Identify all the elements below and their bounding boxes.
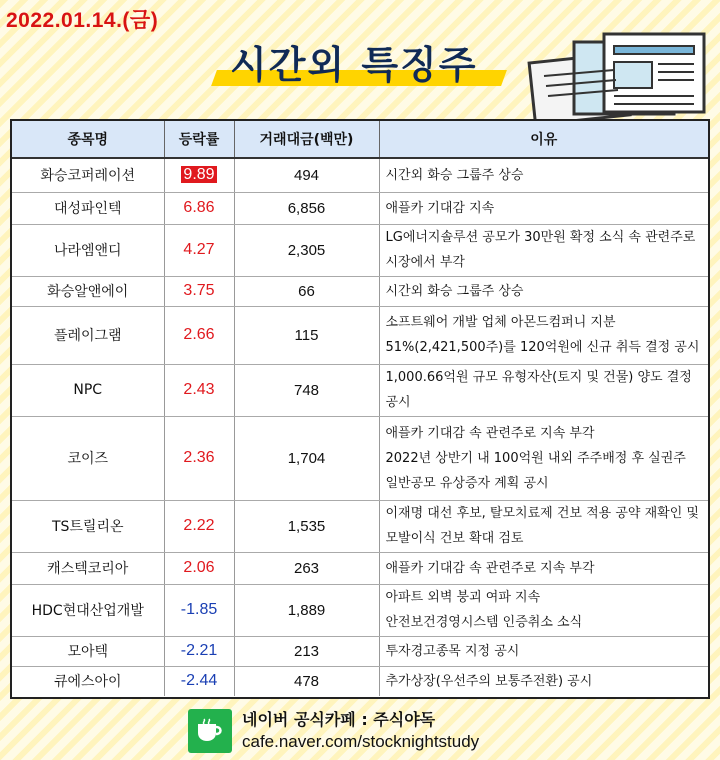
change-rate-value: 6.86 — [183, 199, 215, 216]
reason-line: 시장에서 부각 — [385, 255, 465, 270]
table-row — [12, 192, 708, 224]
stock-name: 화승알앤에이 — [12, 276, 164, 306]
stock-name: 나라엠앤디 — [12, 224, 164, 276]
reason-line: 안전보건경영시스템 인증취소 소식 — [385, 615, 583, 630]
reason-line: 시간외 화승 그룹주 상승 — [385, 167, 524, 183]
table-header-row — [12, 121, 708, 158]
stock-table — [12, 121, 708, 696]
reason-line: 공시 — [385, 395, 411, 410]
reason-line: 이재명 대선 후보, 탈모치료제 건보 적용 공약 재확인 및 — [385, 506, 699, 521]
change-rate-value: -2.44 — [180, 672, 218, 690]
change-rate — [164, 192, 234, 224]
reason-line: 아파트 외벽 붕괴 여파 지속 — [385, 590, 541, 605]
reason-line: 시간외 화승 그룹주 상승 — [385, 283, 524, 299]
table-row — [12, 666, 708, 696]
trading-amount: 1,889 — [234, 584, 379, 636]
change-rate — [164, 306, 234, 364]
reason-line: 소프트웨어 개발 업체 아몬드컴퍼니 지분 — [385, 315, 616, 330]
date-label: 2022.01.14.(금) — [6, 9, 159, 32]
stock-name: HDC현대산업개발 — [12, 584, 164, 636]
change-rate — [164, 500, 234, 552]
column-header-reason: 이유 — [379, 121, 708, 158]
change-rate — [164, 636, 234, 666]
reason-cell — [379, 500, 708, 552]
table-row — [12, 636, 708, 666]
reason-cell — [379, 306, 708, 364]
trading-amount: 213 — [234, 636, 379, 666]
reason-cell — [379, 364, 708, 416]
stock-name: 대성파인텍 — [12, 192, 164, 224]
change-rate-value: -2.21 — [180, 642, 218, 659]
table-row — [12, 224, 708, 276]
reason-cell — [379, 416, 708, 500]
stock-name: 캐스텍코리아 — [12, 552, 164, 584]
reason-cell — [379, 276, 708, 306]
change-rate-value: 2.36 — [183, 449, 215, 466]
coffee-cup-icon — [188, 709, 232, 753]
reason-cell — [379, 584, 708, 636]
change-rate-value: 2.66 — [183, 326, 215, 343]
reason-line: 애플카 기대감 속 관련주로 지속 부각 — [385, 425, 595, 441]
table-row — [12, 276, 708, 306]
stock-name: NPC — [12, 364, 164, 416]
stock-name: 큐에스아이 — [12, 666, 164, 696]
change-rate-value: 9.89 — [183, 166, 215, 184]
trading-amount: 2,305 — [234, 224, 379, 276]
reason-cell — [379, 636, 708, 666]
table-row — [12, 500, 708, 552]
reason-line: 애플카 기대감 속 관련주로 지속 부각 — [385, 560, 595, 576]
reason-line: 2022년 상반기 내 100억원 내외 주주배정 후 실권주 — [385, 450, 686, 466]
footer — [188, 708, 479, 754]
reason-line: 애플카 기대감 지속 — [385, 200, 495, 216]
reason-cell — [379, 158, 708, 192]
change-rate — [164, 666, 234, 696]
trading-amount: 748 — [234, 364, 379, 416]
page-title: 시간외 특징주 — [230, 43, 478, 87]
reason-cell — [379, 224, 708, 276]
trading-amount: 478 — [234, 666, 379, 696]
reason-line: 51%(2,421,500주)를 120억원에 신규 취득 결정 공시 — [385, 340, 700, 355]
table-row — [12, 364, 708, 416]
table-row — [12, 416, 708, 500]
stock-name: 코이즈 — [12, 416, 164, 500]
reason-cell — [379, 666, 708, 696]
change-rate — [164, 584, 234, 636]
table-row — [12, 552, 708, 584]
reason-line: 추가상장(우선주의 보통주전환) 공시 — [385, 673, 593, 689]
stock-name: 플레이그램 — [12, 306, 164, 364]
change-rate-value: 4.27 — [183, 241, 215, 258]
reason-cell — [379, 552, 708, 584]
newspaper-icon — [524, 28, 714, 128]
table-row — [12, 306, 708, 364]
stock-name: TS트릴리온 — [12, 500, 164, 552]
change-rate-value: -1.85 — [180, 601, 218, 618]
reason-line: 일반공모 유상증자 계획 공시 — [385, 475, 549, 491]
stock-table-container — [10, 119, 710, 699]
reason-line: 1,000.66억원 규모 유형자산(토지 및 건물) 양도 결정 — [385, 370, 692, 385]
stock-name: 모아텍 — [12, 636, 164, 666]
change-rate — [164, 276, 234, 306]
table-row — [12, 584, 708, 636]
reason-line: 투자경고종목 지정 공시 — [385, 643, 520, 659]
change-rate-value: 2.43 — [183, 381, 215, 398]
column-header-amount: 거래대금(백만) — [234, 121, 379, 158]
trading-amount: 263 — [234, 552, 379, 584]
table-row — [12, 158, 708, 192]
change-rate — [164, 158, 234, 192]
reason-cell — [379, 192, 708, 224]
change-rate — [164, 416, 234, 500]
footer-cafe-url[interactable]: cafe.naver.com/stocknightstudy — [242, 732, 480, 751]
reason-line: LG에너지솔루션 공모가 30만원 확정 소식 속 관련주로 — [385, 230, 696, 245]
change-rate — [164, 552, 234, 584]
column-header-name: 종목명 — [12, 121, 164, 158]
footer-cafe-name: 네이버 공식카페 : 주식야독 — [242, 710, 436, 729]
change-rate-value: 3.75 — [183, 282, 215, 299]
reason-line: 모발이식 건보 확대 검토 — [385, 531, 524, 546]
table-body — [12, 158, 708, 696]
trading-amount: 1,535 — [234, 500, 379, 552]
stock-name: 화승코퍼레이션 — [12, 158, 164, 192]
change-rate-value: 2.06 — [183, 559, 215, 576]
change-rate — [164, 364, 234, 416]
trading-amount: 494 — [234, 158, 379, 192]
trading-amount: 66 — [234, 276, 379, 306]
trading-amount: 115 — [234, 306, 379, 364]
change-rate — [164, 224, 234, 276]
column-header-rate: 등락률 — [164, 121, 234, 158]
trading-amount: 1,704 — [234, 416, 379, 500]
change-rate-value: 2.22 — [183, 517, 215, 534]
trading-amount: 6,856 — [234, 192, 379, 224]
